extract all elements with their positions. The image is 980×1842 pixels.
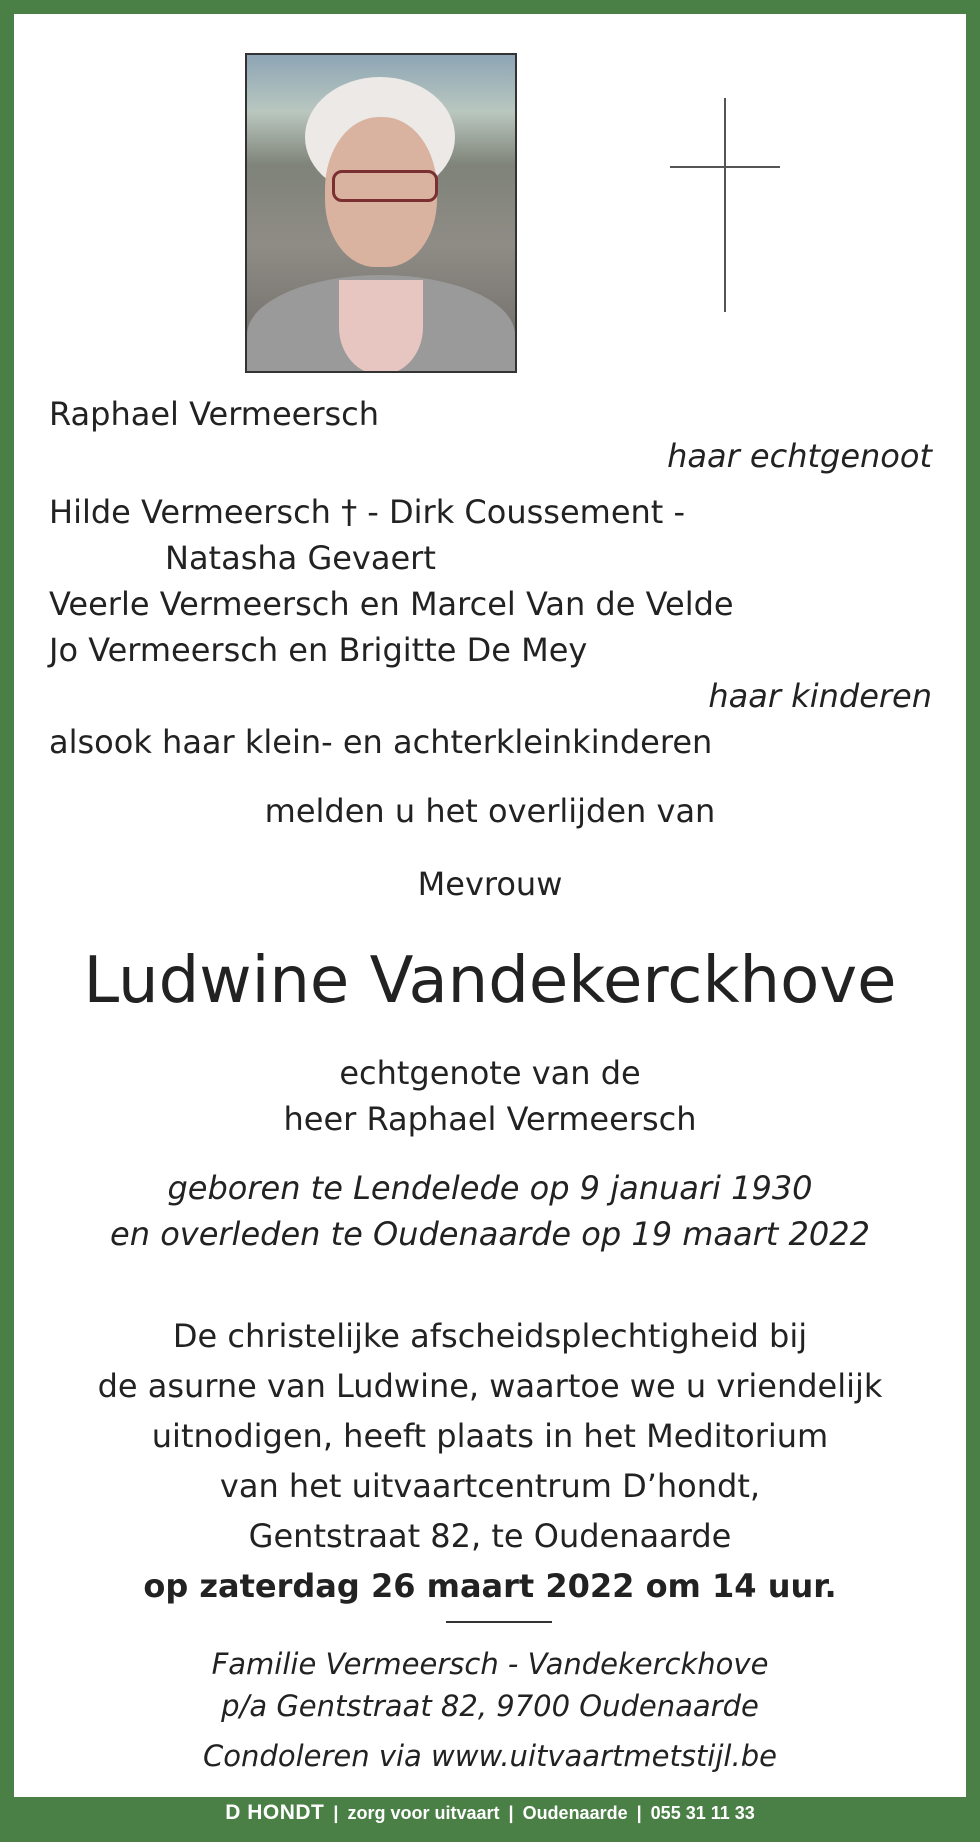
footer-city: Oudenaarde: [522, 1803, 628, 1823]
footer-tagline: zorg voor uitvaart: [347, 1803, 500, 1823]
grandchildren-line: alsook haar klein- en achterkleinkinderen: [49, 723, 713, 761]
photo-collar-shape: [339, 280, 423, 373]
photo-glasses-shape: [332, 170, 438, 202]
announcement-intro: melden u het overlijden van: [264, 792, 716, 830]
divider-line: [446, 1621, 552, 1623]
obituary-card: [14, 14, 966, 1797]
husband-role: haar echtgenoot: [667, 437, 932, 475]
spouse-line-1: echtgenote van de: [339, 1054, 641, 1092]
deceased-portrait-photo: [245, 53, 517, 373]
footer-brand-logo: D HONDT: [225, 1801, 325, 1824]
ceremony-date-time: op zaterdag 26 maart 2022 om 14 uur.: [143, 1567, 837, 1605]
contact-condolences: Condoleren via www.uitvaartmetstijl.be: [203, 1739, 777, 1773]
cross-icon-bar: [670, 166, 780, 168]
ceremony-line-4: van het uitvaartcentrum D’hondt,: [219, 1467, 761, 1505]
ceremony-line-2: de asurne van Ludwine, waartoe we u vriendelijk: [97, 1367, 883, 1405]
children-line-3: Veerle Vermeersch en Marcel Van de Velde: [49, 585, 734, 623]
children-line-4: Jo Vermeersch en Brigitte De Mey: [49, 631, 588, 669]
footer-separator: |: [636, 1803, 642, 1823]
children-line-2: Natasha Gevaert: [165, 539, 436, 577]
deceased-name: Ludwine Vandekerckhove: [83, 944, 897, 1018]
salutation: Mevrouw: [417, 865, 563, 903]
footer-phone: 055 31 11 33: [650, 1803, 755, 1823]
ceremony-line-5: Gentstraat 82, te Oudenaarde: [248, 1517, 732, 1555]
birth-line: geboren te Lendelede op 9 januari 1930: [167, 1169, 813, 1207]
death-line: en overleden te Oudenaarde op 19 maart 2022: [110, 1215, 870, 1253]
children-role: haar kinderen: [708, 677, 932, 715]
footer-bar: [0, 1797, 980, 1842]
husband-name: Raphael Vermeersch: [49, 395, 380, 433]
spouse-line-2: heer Raphael Vermeersch: [283, 1100, 697, 1138]
ceremony-line-3: uitnodigen, heeft plaats in het Meditorium: [151, 1417, 829, 1455]
children-line-1: Hilde Vermeersch † - Dirk Coussement -: [49, 493, 686, 531]
footer-separator: |: [508, 1803, 514, 1823]
cross-icon: [724, 98, 726, 312]
contact-family: Familie Vermeersch - Vandekerckhove: [211, 1647, 769, 1681]
footer-separator: |: [333, 1803, 339, 1823]
contact-address: p/a Gentstraat 82, 9700 Oudenaarde: [221, 1689, 759, 1723]
ceremony-line-1: De christelijke afscheidsplechtigheid bij: [172, 1317, 808, 1355]
